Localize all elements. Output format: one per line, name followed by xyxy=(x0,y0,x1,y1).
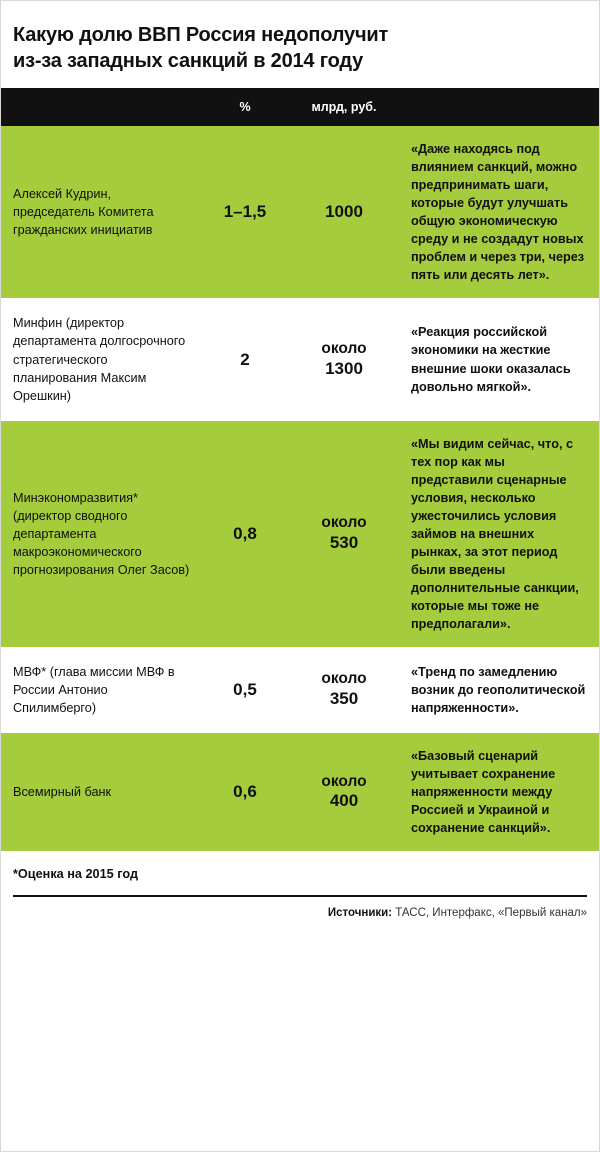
table-body xyxy=(1,126,599,851)
row-rub-number: 530 xyxy=(329,532,359,552)
row-quote-text: «Мы видим сейчас, что, с тех пор как мы представили сценарные условия, несколько ужесточились условия займов на внешних рынках, за этот период были введены дополнительные санкции, которые мы тоже не предполагали». xyxy=(411,436,579,631)
row-rub-value xyxy=(289,300,399,418)
table-row xyxy=(1,298,599,418)
row-source-name: Алексей Кудрин, председатель Комитета гражданских инициатив xyxy=(13,187,154,238)
header-cell-rub: млрд, руб. xyxy=(311,100,377,115)
row-rub-prefix: около xyxy=(321,514,367,532)
row-rub-number: 350 xyxy=(329,689,359,709)
row-percent-value: 0,8 xyxy=(233,523,257,543)
title-line-2: из-за западных санкций в 2014 году xyxy=(13,49,363,72)
row-rub-prefix: около xyxy=(321,772,367,790)
source-label: Источники: xyxy=(327,907,393,920)
table-row xyxy=(1,419,599,647)
row-quote-text: «Реакция российской экономики на жесткие внешние шоки оказалась довольно мягкой». xyxy=(411,325,571,394)
page-title xyxy=(1,1,599,88)
row-rub-number: 1300 xyxy=(325,358,363,378)
row-source-name: Минэкономразвития* (директор сводного департамента макроэкономического прогнозирования Олег Засов) xyxy=(13,490,190,577)
header-cell-percent: % xyxy=(239,100,251,115)
source-text: ТАСС, Интерфакс, «Первый канал» xyxy=(392,907,587,920)
row-quote-text: «Базовый сценарий учитывает сохранение напряженности между Россией и Украиной и сохранение санкций». xyxy=(411,749,556,836)
footnote: *Оценка на 2015 год xyxy=(1,851,599,895)
row-percent-value: 2 xyxy=(240,349,250,369)
row-rub-number: 1000 xyxy=(325,202,363,222)
title-line-1: Какую долю ВВП Россия недополучит xyxy=(13,24,389,46)
source-line xyxy=(1,897,599,931)
row-percent-value: 0,6 xyxy=(233,782,257,802)
row-source-name: МВФ* (глава миссии МВФ в России Антонио Спилимберго) xyxy=(13,664,175,715)
row-percent-value: 1–1,5 xyxy=(223,202,267,222)
row-percent-value: 0,5 xyxy=(233,679,257,699)
row-quote xyxy=(399,649,599,731)
row-rub-number: 400 xyxy=(329,791,359,811)
row-quote-text: «Тренд по замедлению возник до геополитической напряженности». xyxy=(411,664,586,715)
row-rub-value xyxy=(289,126,399,298)
table-row xyxy=(1,731,599,851)
row-source-name: Всемирный банк xyxy=(13,785,112,800)
row-rub-prefix: около xyxy=(321,670,367,688)
row-quote-text: «Даже находясь под влиянием санкций, можно предпринимать шаги, которые будут улучшать общую экономическую среду и не создадут новых проблем и через три, через пять или десять лет». xyxy=(411,142,585,283)
row-quote xyxy=(399,300,599,418)
row-quote xyxy=(399,733,599,851)
table-row xyxy=(1,126,599,298)
row-source-name: Минфин (директор департамента долгосрочного стратегического планирования Максим Орешкин) xyxy=(13,316,186,403)
table-header xyxy=(1,88,599,126)
table-row xyxy=(1,647,599,731)
row-quote xyxy=(399,126,599,298)
row-rub-value xyxy=(289,421,399,647)
row-rub-value xyxy=(289,649,399,731)
row-quote xyxy=(399,421,599,647)
row-rub-prefix: около xyxy=(321,340,367,358)
row-rub-value xyxy=(289,733,399,851)
